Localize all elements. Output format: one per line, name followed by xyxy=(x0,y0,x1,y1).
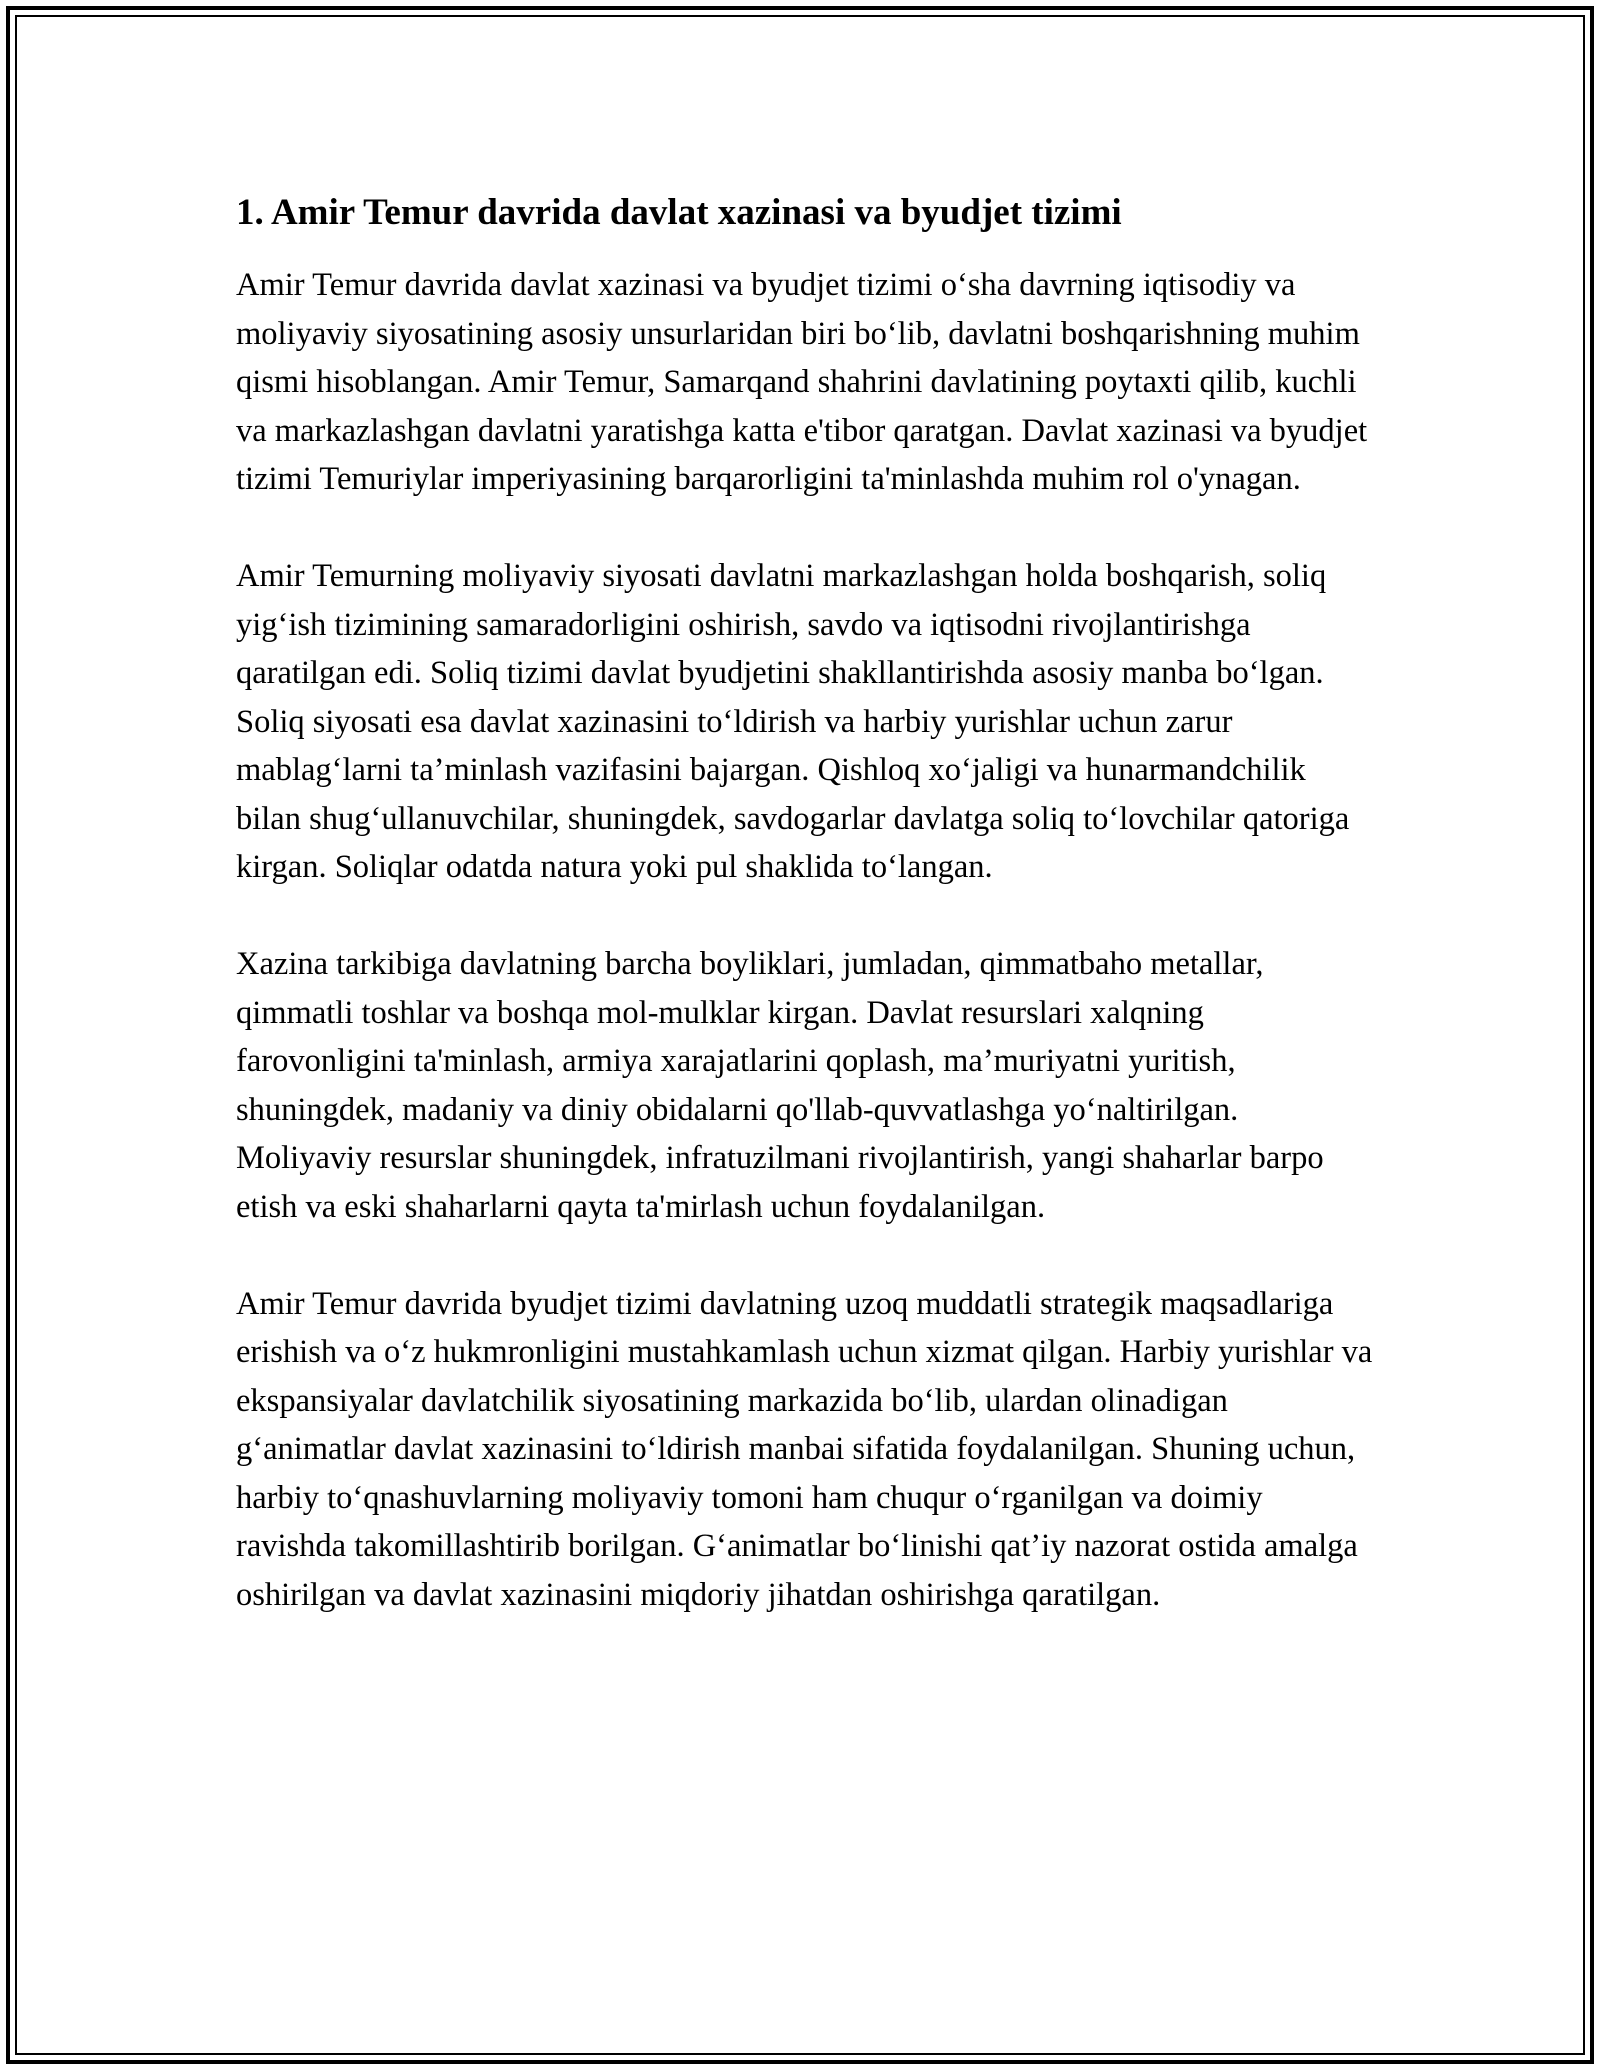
paragraph-3: Xazina tarkibiga davlatning barcha boyliklari, jumladan, qimmatbaho metallar, qimmatli toshlar va boshqa mol-mulklar kirgan. Davlat resurslari xalqning farovonligini ta'minlash, armiya xarajatlarini qoplash, ma’muriyatni yuritish, shuningdek, madaniy va diniy obidalarni qo'llab-quvvatlashga yo‘naltirilgan. Moliyaviy resurslar shuningdek, infratuzilmani rivojlantirish, yangi shaharlar barpo etish va eski shaharlarni qayta ta'mirlash uchun foydalanilgan. xyxy=(236,946,1324,1225)
paragraph-group xyxy=(236,261,1376,1619)
paragraph-2: Amir Temurning moliyaviy siyosati davlatni markazlashgan holda boshqarish, soliq yig‘ish tizimining samaradorligini oshirish, savdo va iqtisodni rivojlantirishga qaratilgan edi. Soliq tizimi davlat byudjetini shakllantirishda asosiy manba bo‘lgan. Soliq siyosati esa davlat xazinasini to‘ldirish va harbiy yurishlar uchun zarur mablag‘larni ta’minlash vazifasini bajargan. Qishloq xo‘jaligi va hunarmandchilik bilan shug‘ullanuvchilar, shuningdek, savdogarlar davlatga soliq to‘lovchilar qatoriga kirgan. Soliqlar odatda natura yoki pul shaklida to‘langan. xyxy=(236,558,1350,885)
paragraph-1: Amir Temur davrida davlat xazinasi va byudjet tizimi o‘sha davrning iqtisodiy va moliyaviy siyosatining asosiy unsurlaridan biri bo‘lib, davlatni boshqarishning muhim qismi hisoblangan. Amir Temur, Samarqand shahrini davlatining poytaxti qilib, kuchli va markazlashgan davlatni yaratishga katta e'tibor qaratgan. Davlat xazinasi va byudjet tizimi Temuriylar imperiyasining barqarorligini ta'minlashda muhim rol o'ynagan. xyxy=(236,267,1368,497)
section-title: 1. Amir Temur davrida davlat xazinasi va byudjet tizimi xyxy=(236,192,1122,233)
paragraph-4: Amir Temur davrida byudjet tizimi davlatning uzoq muddatli strategik maqsadlariga erishish va o‘z hukmronligini mustahkamlash uchun xizmat qilgan. Harbiy yurishlar va ekspansiyalar davlatchilik siyosatining markazida bo‘lib, ulardan olinadigan g‘animatlar davlat xazinasini to‘ldirish manbai sifatida foydalanilgan. Shuning uchun, harbiy to‘qnashuvlarning moliyaviy tomoni ham chuqur o‘rganilgan va doimiy ravishda takomillashtirib borilgan. G‘animatlar bo‘linishi qat’iy nazorat ostida amalga oshirilgan va davlat xazinasini miqdoriy jihatdan oshirishga qaratilgan. xyxy=(236,1285,1373,1613)
document-body xyxy=(236,185,1376,1619)
